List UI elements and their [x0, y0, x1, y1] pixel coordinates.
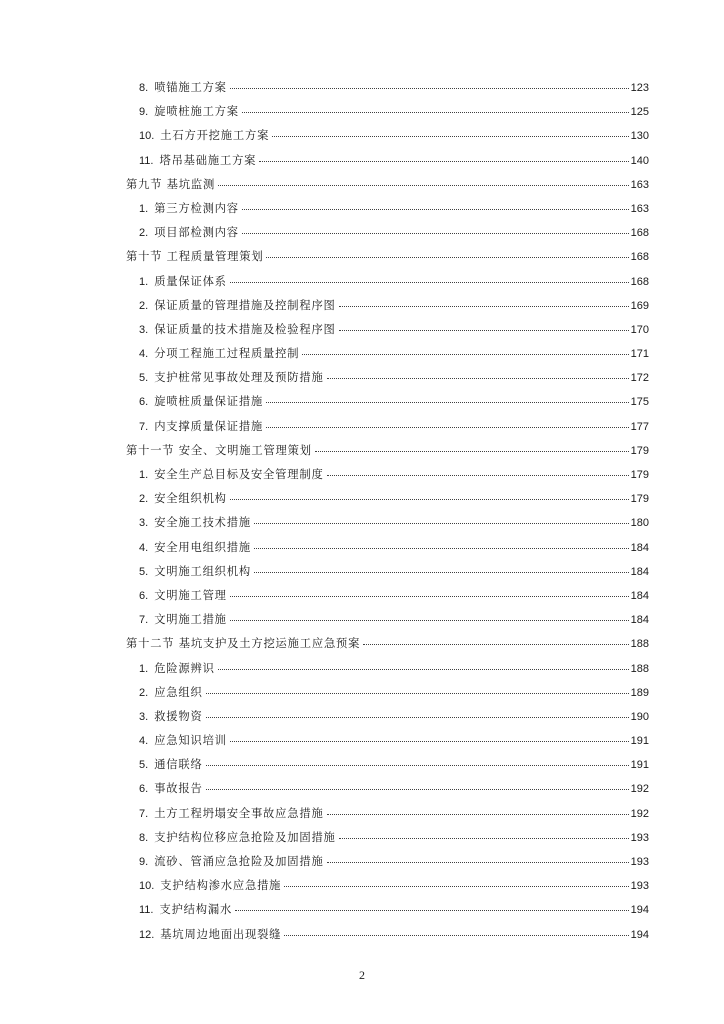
toc-entry-page-number: 179: [630, 493, 649, 506]
toc-entry-number: 9.: [139, 106, 149, 119]
toc-entry-title: 应急知识培训: [154, 734, 227, 748]
toc-entry-title: 内支撑质量保证措施: [154, 419, 264, 433]
toc-entry-label: [139, 830, 336, 846]
toc-dot-leader: [284, 883, 628, 887]
table-of-contents: [126, 80, 649, 951]
toc-section-entry[interactable]: [126, 443, 649, 467]
toc-entry-number: 4.: [139, 348, 149, 361]
toc-dot-leader: [266, 254, 628, 258]
toc-entry-page-number: 184: [630, 565, 649, 578]
toc-entry-page-number: 194: [630, 928, 649, 941]
toc-entry-page-number: 163: [630, 202, 649, 215]
toc-entry-number: 4.: [139, 541, 149, 554]
toc-entry-page-number: 179: [630, 469, 649, 481]
toc-dot-leader: [218, 182, 629, 186]
toc-entry-label: [139, 709, 203, 725]
toc-entry-title: 危险源辨识: [154, 661, 215, 675]
toc-entry-number: 2.: [139, 493, 149, 506]
toc-entry-label: [139, 661, 215, 677]
toc-entry-label: [139, 685, 203, 701]
toc-entry-title: 支护结构漏水: [159, 903, 233, 917]
toc-entry-title: 旋喷桩质量保证措施: [154, 395, 264, 409]
toc-item-entry[interactable]: [126, 515, 649, 539]
toc-entry-label: [139, 322, 336, 338]
toc-dot-leader: [302, 351, 628, 355]
toc-dot-leader: [254, 520, 629, 524]
toc-entry-page-number: 123: [630, 82, 649, 94]
toc-dot-leader: [327, 859, 629, 863]
toc-entry-number: 6.: [139, 589, 149, 602]
toc-item-entry[interactable]: [126, 540, 649, 564]
toc-dot-leader: [206, 714, 629, 718]
toc-item-entry[interactable]: [126, 225, 649, 249]
toc-entry-label: [139, 733, 227, 749]
toc-entry-number: 11.: [139, 154, 154, 167]
toc-entry-label: [139, 757, 203, 773]
toc-item-entry[interactable]: [126, 128, 649, 152]
toc-entry-title: 分项工程施工过程质量控制: [154, 347, 300, 361]
toc-entry-page-number: 189: [630, 686, 649, 699]
toc-dot-leader: [230, 85, 629, 89]
toc-entry-title: 安全施工技术措施: [154, 516, 251, 530]
toc-entry-page-number: 192: [630, 783, 649, 796]
toc-dot-leader: [272, 133, 628, 137]
toc-dot-leader: [327, 472, 629, 476]
toc-dot-leader: [284, 932, 628, 936]
toc-entry-page-number: 168: [630, 251, 649, 264]
toc-entry-title: 救援物资: [154, 709, 203, 723]
toc-item-entry[interactable]: [126, 419, 649, 443]
toc-entry-title: 喷锚施工方案: [154, 81, 227, 94]
toc-entry-page-number: 193: [630, 856, 649, 868]
toc-entry-number: 7.: [139, 420, 149, 433]
toc-item-entry[interactable]: [126, 830, 649, 854]
toc-dot-leader: [206, 786, 629, 790]
toc-entry-number: 1.: [139, 662, 149, 675]
toc-entry-label: [139, 902, 232, 918]
toc-entry-label: [139, 540, 251, 556]
toc-entry-page-number: 175: [630, 396, 649, 409]
toc-item-entry[interactable]: [126, 491, 649, 515]
toc-entry-title: 第十一节 安全、文明施工管理策划: [126, 443, 312, 457]
toc-entry-page-number: 190: [630, 710, 649, 723]
toc-item-entry[interactable]: [126, 709, 649, 733]
toc-entry-label: [139, 419, 263, 435]
toc-entry-label: [139, 80, 227, 96]
toc-dot-leader: [206, 690, 629, 694]
toc-entry-title: 支护结构渗水应急措施: [160, 879, 282, 893]
toc-entry-title: 旋喷桩施工方案: [154, 105, 239, 119]
toc-entry-number: 1.: [139, 469, 149, 481]
toc-entry-title: 支护桩常见事故处理及预防措施: [154, 371, 324, 385]
toc-dot-leader: [339, 835, 629, 839]
toc-entry-page-number: 168: [630, 275, 649, 288]
toc-entry-title: 项目部检测内容: [154, 226, 239, 240]
toc-entry-title: 保证质量的技术措施及检验程序图: [154, 322, 336, 336]
toc-entry-title: 基坑周边地面出现裂缝: [160, 927, 282, 941]
toc-entry-page-number: 170: [630, 323, 649, 336]
toc-entry-title: 质量保证体系: [154, 274, 227, 288]
toc-entry-title: 文明施工措施: [154, 613, 227, 627]
toc-entry-page-number: 192: [630, 807, 649, 820]
toc-entry-label: [139, 225, 239, 241]
toc-dot-leader: [230, 738, 629, 742]
toc-entry-label: [139, 806, 324, 822]
toc-item-entry[interactable]: [126, 201, 649, 225]
toc-entry-label: [139, 153, 256, 169]
toc-dot-leader: [230, 496, 629, 500]
toc-dot-leader: [327, 375, 629, 379]
toc-dot-leader: [242, 230, 629, 234]
toc-entry-label: [139, 854, 324, 870]
toc-item-entry[interactable]: [126, 564, 649, 588]
toc-entry-page-number: 163: [630, 178, 649, 191]
toc-dot-leader: [363, 641, 628, 645]
toc-entry-title: 土石方开挖施工方案: [160, 129, 270, 143]
toc-section-entry[interactable]: [126, 249, 649, 273]
toc-item-entry[interactable]: [126, 394, 649, 418]
toc-entry-label: [139, 564, 251, 580]
toc-entry-number: 6.: [139, 396, 149, 409]
toc-entry-label: [126, 177, 215, 193]
toc-item-entry[interactable]: [126, 588, 649, 612]
toc-entry-number: 1.: [139, 275, 149, 288]
toc-dot-leader: [218, 666, 629, 670]
toc-entry-label: [139, 370, 324, 386]
toc-dot-leader: [235, 907, 629, 911]
toc-entry-label: [139, 201, 239, 217]
toc-dot-leader: [266, 399, 629, 403]
toc-item-entry[interactable]: [126, 612, 649, 636]
toc-entry-title: 支护结构位移应急抢险及加固措施: [154, 830, 336, 844]
toc-item-entry[interactable]: [126, 322, 649, 346]
toc-entry-number: 1.: [139, 202, 149, 215]
toc-entry-label: [126, 636, 360, 652]
toc-entry-title: 保证质量的管理措施及控制程序图: [154, 298, 336, 312]
toc-entry-number: 10.: [139, 130, 155, 143]
toc-entry-label: [139, 298, 336, 314]
toc-entry-number: 4.: [139, 735, 149, 748]
toc-entry-number: 10.: [139, 880, 155, 893]
toc-entry-page-number: 184: [630, 541, 649, 554]
toc-item-entry[interactable]: [126, 781, 649, 805]
toc-entry-page-number: 125: [630, 106, 649, 119]
toc-entry-label: [139, 491, 227, 507]
toc-item-entry[interactable]: [126, 685, 649, 709]
toc-dot-leader: [339, 327, 629, 331]
toc-entry-title: 安全组织机构: [154, 492, 227, 506]
toc-entry-page-number: 177: [630, 420, 649, 433]
toc-item-entry[interactable]: [126, 927, 649, 951]
toc-entry-label: [126, 443, 312, 459]
toc-entry-title: 土方工程坍塌安全事故应急措施: [154, 806, 324, 820]
toc-entry-label: [139, 781, 203, 797]
toc-entry-title: 流砂、管涌应急抢险及加固措施: [154, 855, 324, 868]
toc-item-entry[interactable]: [126, 854, 649, 878]
toc-item-entry[interactable]: [126, 467, 649, 491]
toc-entry-number: 5.: [139, 759, 149, 772]
toc-entry-page-number: 168: [630, 227, 649, 240]
toc-entry-label: [139, 878, 281, 894]
toc-entry-page-number: 184: [630, 614, 649, 627]
toc-entry-title: 第三方检测内容: [154, 201, 239, 215]
toc-dot-leader: [315, 448, 629, 452]
toc-dot-leader: [327, 811, 629, 815]
toc-entry-number: 11.: [139, 904, 154, 917]
toc-item-entry[interactable]: [126, 153, 649, 177]
toc-entry-page-number: 193: [630, 880, 649, 893]
toc-entry-page-number: 172: [630, 372, 649, 385]
toc-entry-title: 应急组织: [154, 685, 203, 699]
toc-entry-page-number: 188: [630, 662, 649, 675]
toc-entry-title: 塔吊基础施工方案: [159, 153, 257, 167]
toc-entry-label: [126, 249, 263, 265]
toc-item-entry[interactable]: [126, 298, 649, 322]
toc-section-entry[interactable]: [126, 636, 649, 660]
toc-entry-label: [139, 394, 263, 410]
toc-item-entry[interactable]: [126, 104, 649, 128]
toc-dot-leader: [230, 617, 629, 621]
toc-entry-number: 3.: [139, 710, 149, 723]
toc-entry-page-number: 188: [630, 638, 649, 651]
toc-entry-page-number: 180: [630, 517, 649, 530]
toc-entry-page-number: 184: [630, 589, 649, 602]
toc-dot-leader: [254, 545, 629, 549]
toc-dot-leader: [230, 593, 629, 597]
toc-entry-page-number: 179: [630, 444, 649, 457]
toc-dot-leader: [206, 762, 629, 766]
toc-item-entry[interactable]: [126, 274, 649, 298]
toc-item-entry[interactable]: [126, 80, 649, 104]
toc-entry-number: 8.: [139, 831, 149, 844]
toc-entry-label: [139, 588, 227, 604]
toc-item-entry[interactable]: [126, 733, 649, 757]
toc-entry-number: 5.: [139, 372, 149, 385]
toc-dot-leader: [266, 424, 629, 428]
toc-entry-page-number: 169: [630, 299, 649, 312]
toc-entry-label: [139, 104, 239, 120]
toc-entry-page-number: 193: [630, 831, 649, 844]
toc-entry-number: 3.: [139, 517, 149, 530]
toc-entry-label: [139, 515, 251, 531]
toc-dot-leader: [254, 569, 629, 573]
toc-item-entry[interactable]: [126, 806, 649, 830]
toc-entry-label: [139, 467, 324, 483]
toc-entry-title: 第十二节 基坑支护及土方挖运施工应急预案: [126, 637, 361, 651]
toc-entry-number: 8.: [139, 82, 149, 94]
toc-entry-number: 2.: [139, 686, 149, 699]
toc-entry-page-number: 140: [630, 154, 649, 167]
toc-entry-title: 第九节 基坑监测: [126, 177, 216, 191]
toc-dot-leader: [259, 158, 628, 162]
toc-entry-title: 文明施工管理: [154, 588, 227, 602]
toc-entry-number: 2.: [139, 227, 149, 240]
toc-entry-number: 3.: [139, 323, 149, 336]
toc-entry-label: [139, 346, 299, 362]
toc-entry-page-number: 194: [630, 904, 649, 917]
toc-section-entry[interactable]: [126, 177, 649, 201]
toc-entry-label: [139, 612, 227, 628]
toc-entry-number: 12.: [139, 928, 155, 941]
toc-item-entry[interactable]: [126, 878, 649, 902]
toc-item-entry[interactable]: [126, 661, 649, 685]
toc-dot-leader: [242, 206, 629, 210]
toc-item-entry[interactable]: [126, 757, 649, 781]
toc-entry-label: [139, 128, 269, 144]
toc-entry-number: 5.: [139, 565, 149, 578]
toc-entry-page-number: 130: [630, 130, 649, 143]
page-number: 2: [359, 968, 365, 982]
toc-dot-leader: [230, 279, 629, 283]
toc-item-entry[interactable]: [126, 370, 649, 394]
toc-entry-label: [139, 927, 281, 943]
toc-dot-leader: [242, 109, 629, 113]
toc-entry-title: 第十节 工程质量管理策划: [126, 250, 264, 264]
toc-entry-page-number: 191: [630, 735, 649, 748]
toc-entry-title: 事故报告: [154, 782, 203, 796]
toc-item-entry[interactable]: [126, 346, 649, 370]
toc-entry-number: 6.: [139, 783, 149, 796]
toc-entry-number: 9.: [139, 856, 149, 868]
toc-entry-page-number: 191: [630, 759, 649, 772]
toc-entry-page-number: 171: [630, 348, 649, 361]
toc-entry-number: 2.: [139, 299, 149, 312]
toc-entry-title: 安全用电组织措施: [154, 540, 251, 554]
toc-entry-number: 7.: [139, 807, 149, 820]
toc-item-entry[interactable]: [126, 902, 649, 926]
toc-dot-leader: [339, 303, 629, 307]
toc-entry-number: 7.: [139, 614, 149, 627]
toc-entry-label: [139, 274, 227, 290]
toc-entry-title: 安全生产总目标及安全管理制度: [154, 468, 324, 481]
toc-entry-title: 通信联络: [154, 758, 203, 772]
toc-entry-title: 文明施工组织机构: [154, 564, 251, 578]
